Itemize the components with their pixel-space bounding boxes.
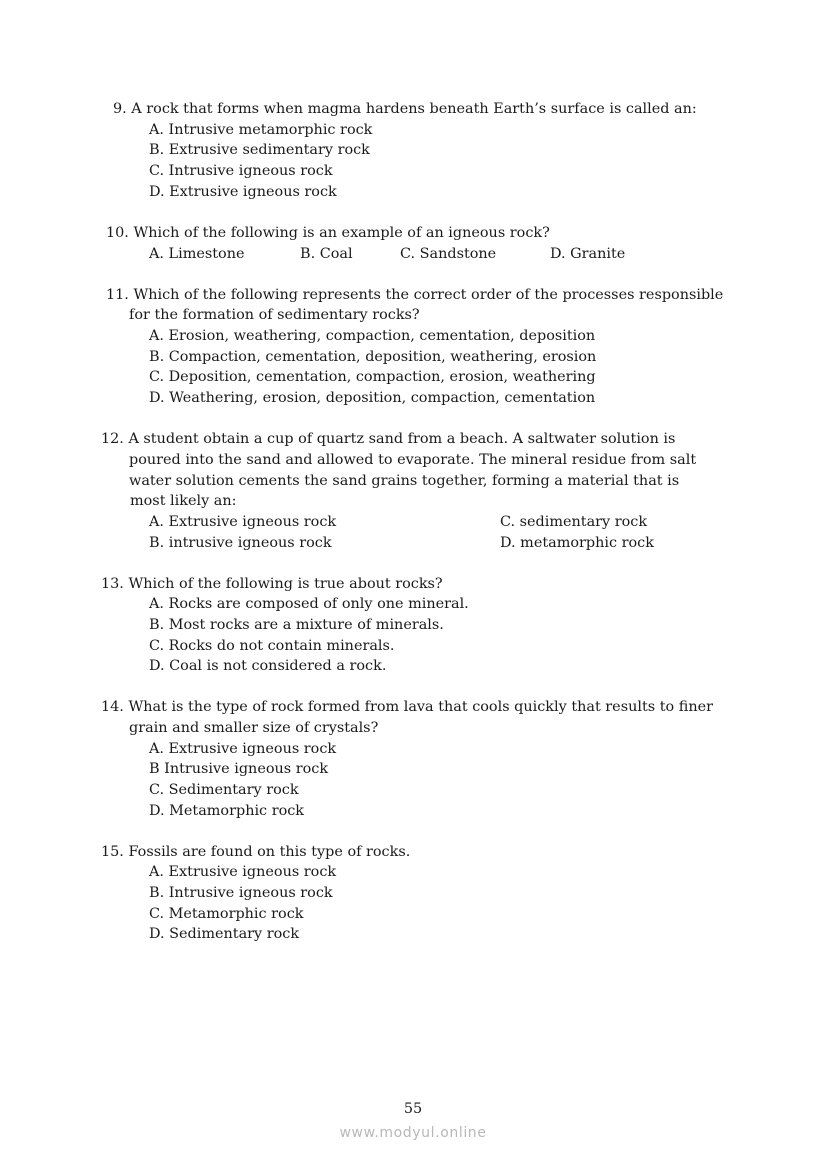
question-14-stem-line-2: grain and smaller size of crystals? (129, 720, 379, 736)
question-14-option-b: B Intrusive igneous rock (149, 761, 329, 777)
question-11-option-a: A. Erosion, weathering, compaction, cementation, deposition (149, 328, 596, 344)
question-13-option-c: C. Rocks do not contain minerals. (149, 638, 395, 654)
page-number: 55 (403, 1101, 423, 1117)
question-12-stem-line-2: poured into the sand and allowed to evaporate. The mineral residue from salt (129, 452, 697, 468)
question-14-stem-line-1: 14. What is the type of rock formed from lava that cools quickly that results to finer (101, 699, 713, 715)
question-10-option-a: A. Limestone (149, 246, 245, 262)
question-12-stem-line-3: water solution cements the sand grains together, forming a material that is (129, 473, 680, 489)
question-12-stem-line-1: 12. A student obtain a cup of quartz sand from a beach. A saltwater solution is (101, 431, 676, 447)
question-13-option-a: A. Rocks are composed of only one mineral. (149, 596, 469, 612)
question-15-option-a: A. Extrusive igneous rock (149, 864, 337, 880)
question-12-option-a: A. Extrusive igneous rock (149, 514, 337, 530)
question-10-option-b: B. Coal (300, 246, 353, 262)
footer-watermark: www.modyul.online (339, 1125, 487, 1141)
question-15-option-d: D. Sedimentary rock (149, 926, 300, 942)
question-9-stem: 9. A rock that forms when magma hardens beneath Earth’s surface is called an: (113, 101, 697, 117)
question-9-option-d: D. Extrusive igneous rock (149, 184, 337, 200)
question-11-option-c: C. Deposition, cementation, compaction, erosion, weathering (149, 369, 596, 385)
question-9-option-c: C. Intrusive igneous rock (149, 163, 333, 179)
question-15-stem: 15. Fossils are found on this type of rocks. (101, 844, 411, 860)
question-12-option-c: C. sedimentary rock (500, 514, 648, 530)
question-11-option-d: D. Weathering, erosion, deposition, compaction, cementation (149, 390, 596, 406)
question-13-option-b: B. Most rocks are a mixture of minerals. (149, 617, 444, 633)
question-12-option-d: D. metamorphic rock (500, 535, 654, 551)
question-12-option-b: B. intrusive igneous rock (149, 535, 332, 551)
question-11-stem-line-2: for the formation of sedimentary rocks? (129, 307, 420, 323)
question-13-stem: 13. Which of the following is true about rocks? (101, 576, 443, 592)
question-14-option-c: C. Sedimentary rock (149, 782, 299, 798)
question-14-option-d: D. Metamorphic rock (149, 803, 305, 819)
question-11-stem-line-1: 11. Which of the following represents the correct order of the processes responsible (106, 287, 724, 303)
question-9-option-a: A. Intrusive metamorphic rock (149, 122, 373, 138)
question-9-option-b: B. Extrusive sedimentary rock (149, 142, 370, 158)
question-10-option-c: C. Sandstone (400, 246, 497, 262)
question-11-option-b: B. Compaction, cementation, deposition, weathering, erosion (149, 349, 597, 365)
question-12-stem-line-4: most likely an: (130, 493, 237, 509)
question-15-option-c: C. Metamorphic rock (149, 906, 304, 922)
question-14-option-a: A. Extrusive igneous rock (149, 741, 337, 757)
question-13-option-d: D. Coal is not considered a rock. (149, 658, 387, 674)
question-10-option-d: D. Granite (550, 246, 626, 262)
question-15-option-b: B. Intrusive igneous rock (149, 885, 333, 901)
question-10-stem: 10. Which of the following is an example of an igneous rock? (106, 225, 550, 241)
